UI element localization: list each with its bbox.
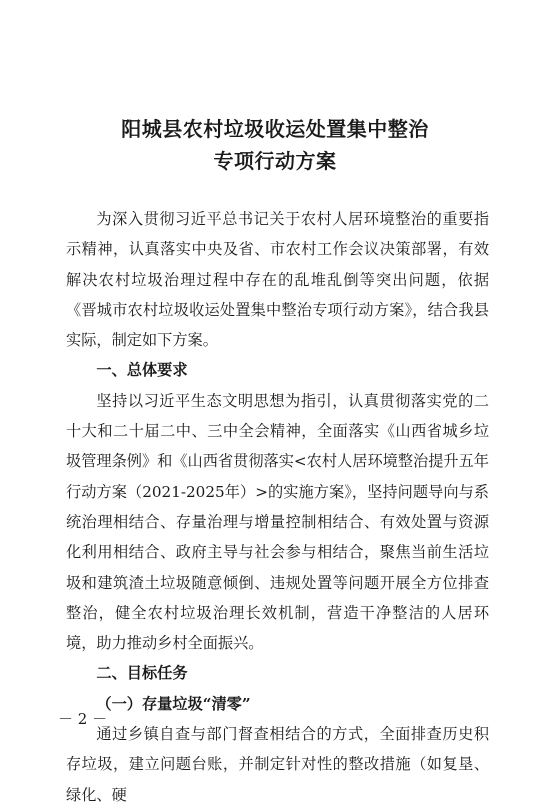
subsection-heading-stock-garbage: （一）存量垃圾“清零” (96, 694, 251, 713)
section-heading-general-requirements: 一、总体要求 (96, 361, 188, 380)
document-title: 阳城县农村垃圾收运处置集中整治 (121, 117, 429, 141)
document-body (66, 204, 489, 810)
page-number: － 2 － (58, 710, 108, 728)
stock-garbage-paragraph: 通过乡镇自查与部门督查相结合的方式，全面排查历史积存垃圾，建立问题台账，并制定针对性的整改措施（如复垦、绿化、硬 (66, 725, 489, 804)
intro-paragraph: 为深入贯彻习近平总书记关于农村人居环境整治的重要指示精神，认真落实中央及省、市农村工作会议决策部署，有效解决农村垃圾治理过程中存在的乱堆乱倒等突出问题，依据《晋城市农村垃圾收运处置集中整治专项行动方案》，结合我县实际，制定如下方案。 (66, 210, 489, 350)
section-heading-goals: 二、目标任务 (96, 664, 188, 683)
general-requirements-paragraph: 坚持以习近平生态文明思想为指引，认真贯彻落实党的二十大和二十届二中、三中全会精神，全面落实《山西省城乡垃圾管理条例》和《山西省贯彻落实<农村人居环境整治提升五年行动方案（2021-2025年）>的实施方案》，坚持问题导向与系统治理相结合、存量治理与增量控制相结合、有效处置与资源化利用相结合、政府主导与社会参与相结合，聚焦当前生活垃圾和建筑渣土垃圾随意倾倒、违规处置等问题开展全方位排查整治，健全农村垃圾治理长效机制，营造干净整洁的人居环境，助力推动乡村全面振兴。 (66, 391, 489, 653)
document-subtitle: 专项行动方案 (213, 149, 337, 173)
